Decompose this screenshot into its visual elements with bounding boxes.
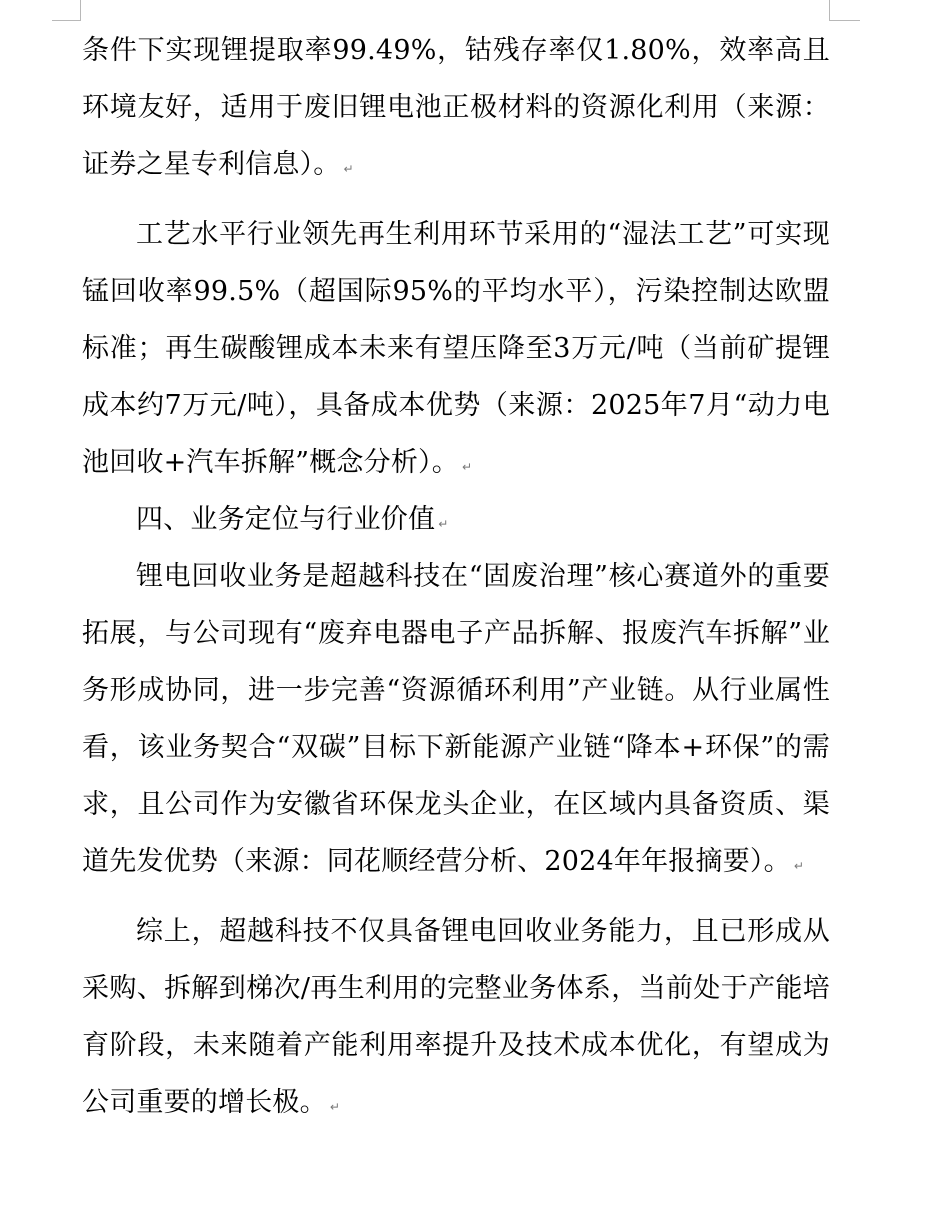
document-page xyxy=(82,22,830,1131)
paragraph-2 xyxy=(82,206,830,491)
paragraph-text: 综上，超越科技不仅具备锂电回收业务能力，且已形成从采购、拆解到梯次/再生利用的完整业务体系，当前处于产能培育阶段，未来随着产能利用率提升及技术成本优化，有望成为公司重要的增长极。 xyxy=(82,916,830,1118)
page-corner-marker-right xyxy=(829,0,860,21)
paragraph-text: 条件下实现锂提取率99.49%，钴残存率仅1.80%，效率高且环境友好，适用于废旧锂电池正极材料的资源化利用（来源：证券之星专利信息）。 xyxy=(82,35,830,180)
paragraph-mark-icon: ↵ xyxy=(461,460,473,474)
heading-text: 四、业务定位与行业价值 xyxy=(136,504,436,535)
paragraph-5 xyxy=(82,903,830,1131)
paragraph-mark-icon: ↵ xyxy=(329,1100,341,1114)
page-corner-marker-left xyxy=(52,0,81,21)
section-heading xyxy=(82,491,830,548)
paragraph-4 xyxy=(82,548,830,890)
paragraph-mark-icon: ↵ xyxy=(438,517,449,531)
paragraph-1 xyxy=(82,22,830,193)
paragraph-mark-icon: ↵ xyxy=(343,162,354,176)
paragraph-text: 锂电回收业务是超越科技在“固废治理”核心赛道外的重要拓展，与公司现有“废弃电器电子产品拆解、报废汽车拆解”业务形成协同，进一步完善“资源循环利用”产业链。从行业属性看，该业务契合“双碳”目标下新能源产业链“降本+环保”的需求，且公司作为安徽省环保龙头企业，在区域内具备资质、渠道先发优势（来源：同花顺经营分析、2024年年报摘要）。 xyxy=(82,561,830,877)
paragraph-mark-icon: ↵ xyxy=(793,859,805,873)
paragraph-text: 工艺水平行业领先再生利用环节采用的“湿法工艺”可实现锰回收率99.5%（超国际95%的平均水平），污染控制达欧盟标准；再生碳酸锂成本未来有望压降至3万元/吨（当前矿提锂成本约7万元/吨），具备成本优势（来源：2025年7月“动力电池回收+汽车拆解”概念分析）。 xyxy=(82,219,830,478)
